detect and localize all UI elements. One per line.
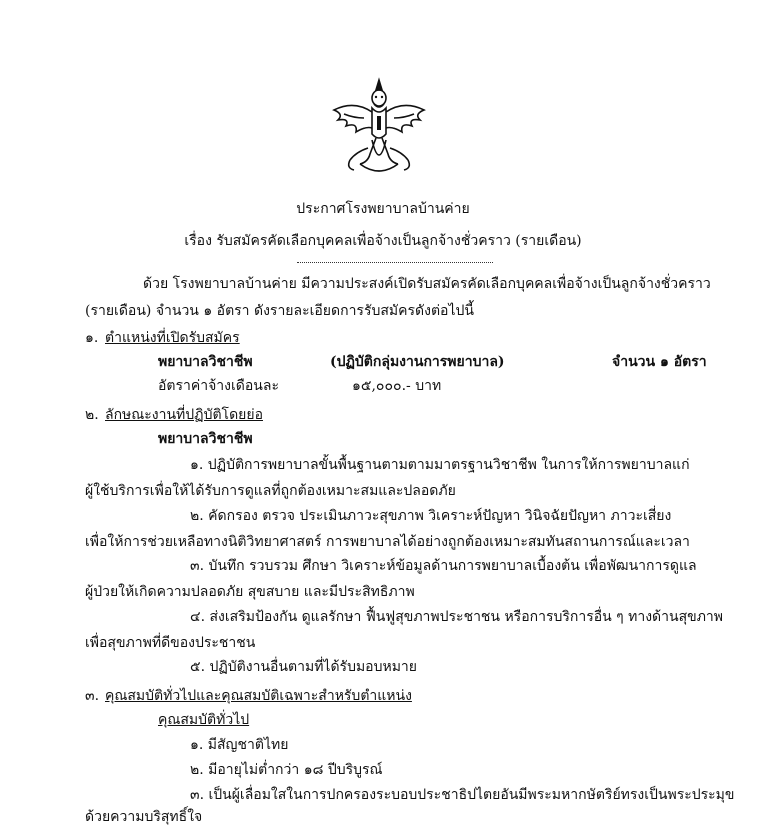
section-2-number: ๒.: [85, 407, 99, 423]
position-group: (ปฏิบัติกลุ่มงานการพยาบาล): [330, 354, 505, 370]
separator-dots: [297, 262, 493, 263]
salary-label: อัตราค่าจ้างเดือนละ: [158, 378, 279, 394]
duty-item-4-line-1: ๔. ส่งเสริมป้องกัน ดูแลรักษา ฟื้นฟูสุขภาพประชาชน หรือการบริการอื่น ๆ ทางด้านสุขภาพ: [190, 609, 724, 625]
duty-item-1-line-2: ผู้ใช้บริการเพื่อให้ได้รับการดูแลที่ถูกต้องเหมาะสมและปลอดภัย: [85, 483, 456, 499]
section-3-number: ๓.: [85, 688, 100, 704]
intro-line-2: (รายเดือน) จำนวน ๑ อัตรา ดังรายละเอียดการรับสมัครดังต่อไปนี้: [85, 303, 474, 319]
qualification-item-1: ๑. มีสัญชาติไทย: [190, 737, 289, 753]
duty-item-2-line-2: เพื่อให้การช่วยเหลือทางนิติวิทยาศาสตร์ การพยาบาลได้อย่างถูกต้องเหมาะสมทันสถานการณ์และเวลา: [85, 534, 690, 550]
position-count: จำนวน ๑ อัตรา: [612, 354, 707, 370]
duty-item-3-line-2: ผู้ป่วยให้เกิดความปลอดภัย สุขสบาย และมีประสิทธิภาพ: [85, 584, 415, 600]
duty-item-1-line-1: ๑. ปฏิบัติการพยาบาลขั้นพื้นฐานตามตามมาตรฐานวิชาชีพ ในการให้การพยาบาลแก่: [190, 457, 690, 473]
intro-line-1: ด้วย โรงพยาบาลบ้านค่าย มีความประสงค์เปิดรับสมัครคัดเลือกบุคคลเพื่อจ้างเป็นลูกจ้างชั่วคราว: [143, 276, 711, 292]
qualification-item-3-line-1: ๓. เป็นผู้เลื่อมใสในการปกครองระบอบประชาธิปไตยอันมีพระมหากษัตริย์ทรงเป็นพระประมุข: [190, 787, 735, 803]
section-3-heading: คุณสมบัติทั่วไปและคุณสมบัติเฉพาะสำหรับตำแหน่ง: [105, 688, 412, 704]
qualification-item-2: ๒. มีอายุไม่ต่ำกว่า ๑๘ ปีบริบูรณ์: [190, 762, 383, 778]
announcement-title: ประกาศโรงพยาบาลบ้านค่าย: [296, 201, 470, 217]
duty-item-2-line-1: ๒. คัดกรอง ตรวจ ประเมินภาวะสุขภาพ วิเคราะห์ปัญหา วินิจฉัยปัญหา ภาวะเสี่ยง: [190, 508, 672, 524]
section-1-number: ๑.: [85, 330, 99, 346]
duty-item-5-line-1: ๕. ปฏิบัติงานอื่นตามที่ได้รับมอบหมาย: [190, 659, 418, 675]
section-2-subheading: พยาบาลวิชาชีพ: [158, 431, 253, 447]
thai-garuda-emblem-icon: [324, 74, 434, 184]
section-3-subheading: คุณสมบัติทั่วไป: [158, 712, 250, 728]
duty-item-3-line-1: ๓. บันทึก รวบรวม ศึกษา วิเคราะห์ข้อมูลด้านการพยาบาลเบื้องต้น เพื่อพัฒนาการดูแล: [190, 558, 697, 574]
announcement-subject: เรื่อง รับสมัครคัดเลือกบุคคลเพื่อจ้างเป็นลูกจ้างชั่วคราว (รายเดือน): [184, 233, 582, 249]
qualification-item-3-line-2: ด้วยความบริสุทธิ์ใจ: [85, 809, 203, 825]
duty-item-4-line-2: เพื่อสุขภาพที่ดีของประชาชน: [85, 635, 256, 651]
position-title: พยาบาลวิชาชีพ: [158, 354, 253, 370]
salary-value: ๑๕,๐๐๐.- บาท: [352, 378, 442, 394]
section-2-heading: ลักษณะงานที่ปฏิบัติโดยย่อ: [105, 407, 263, 423]
section-1-heading: ตำแหน่งที่เปิดรับสมัคร: [105, 330, 240, 346]
